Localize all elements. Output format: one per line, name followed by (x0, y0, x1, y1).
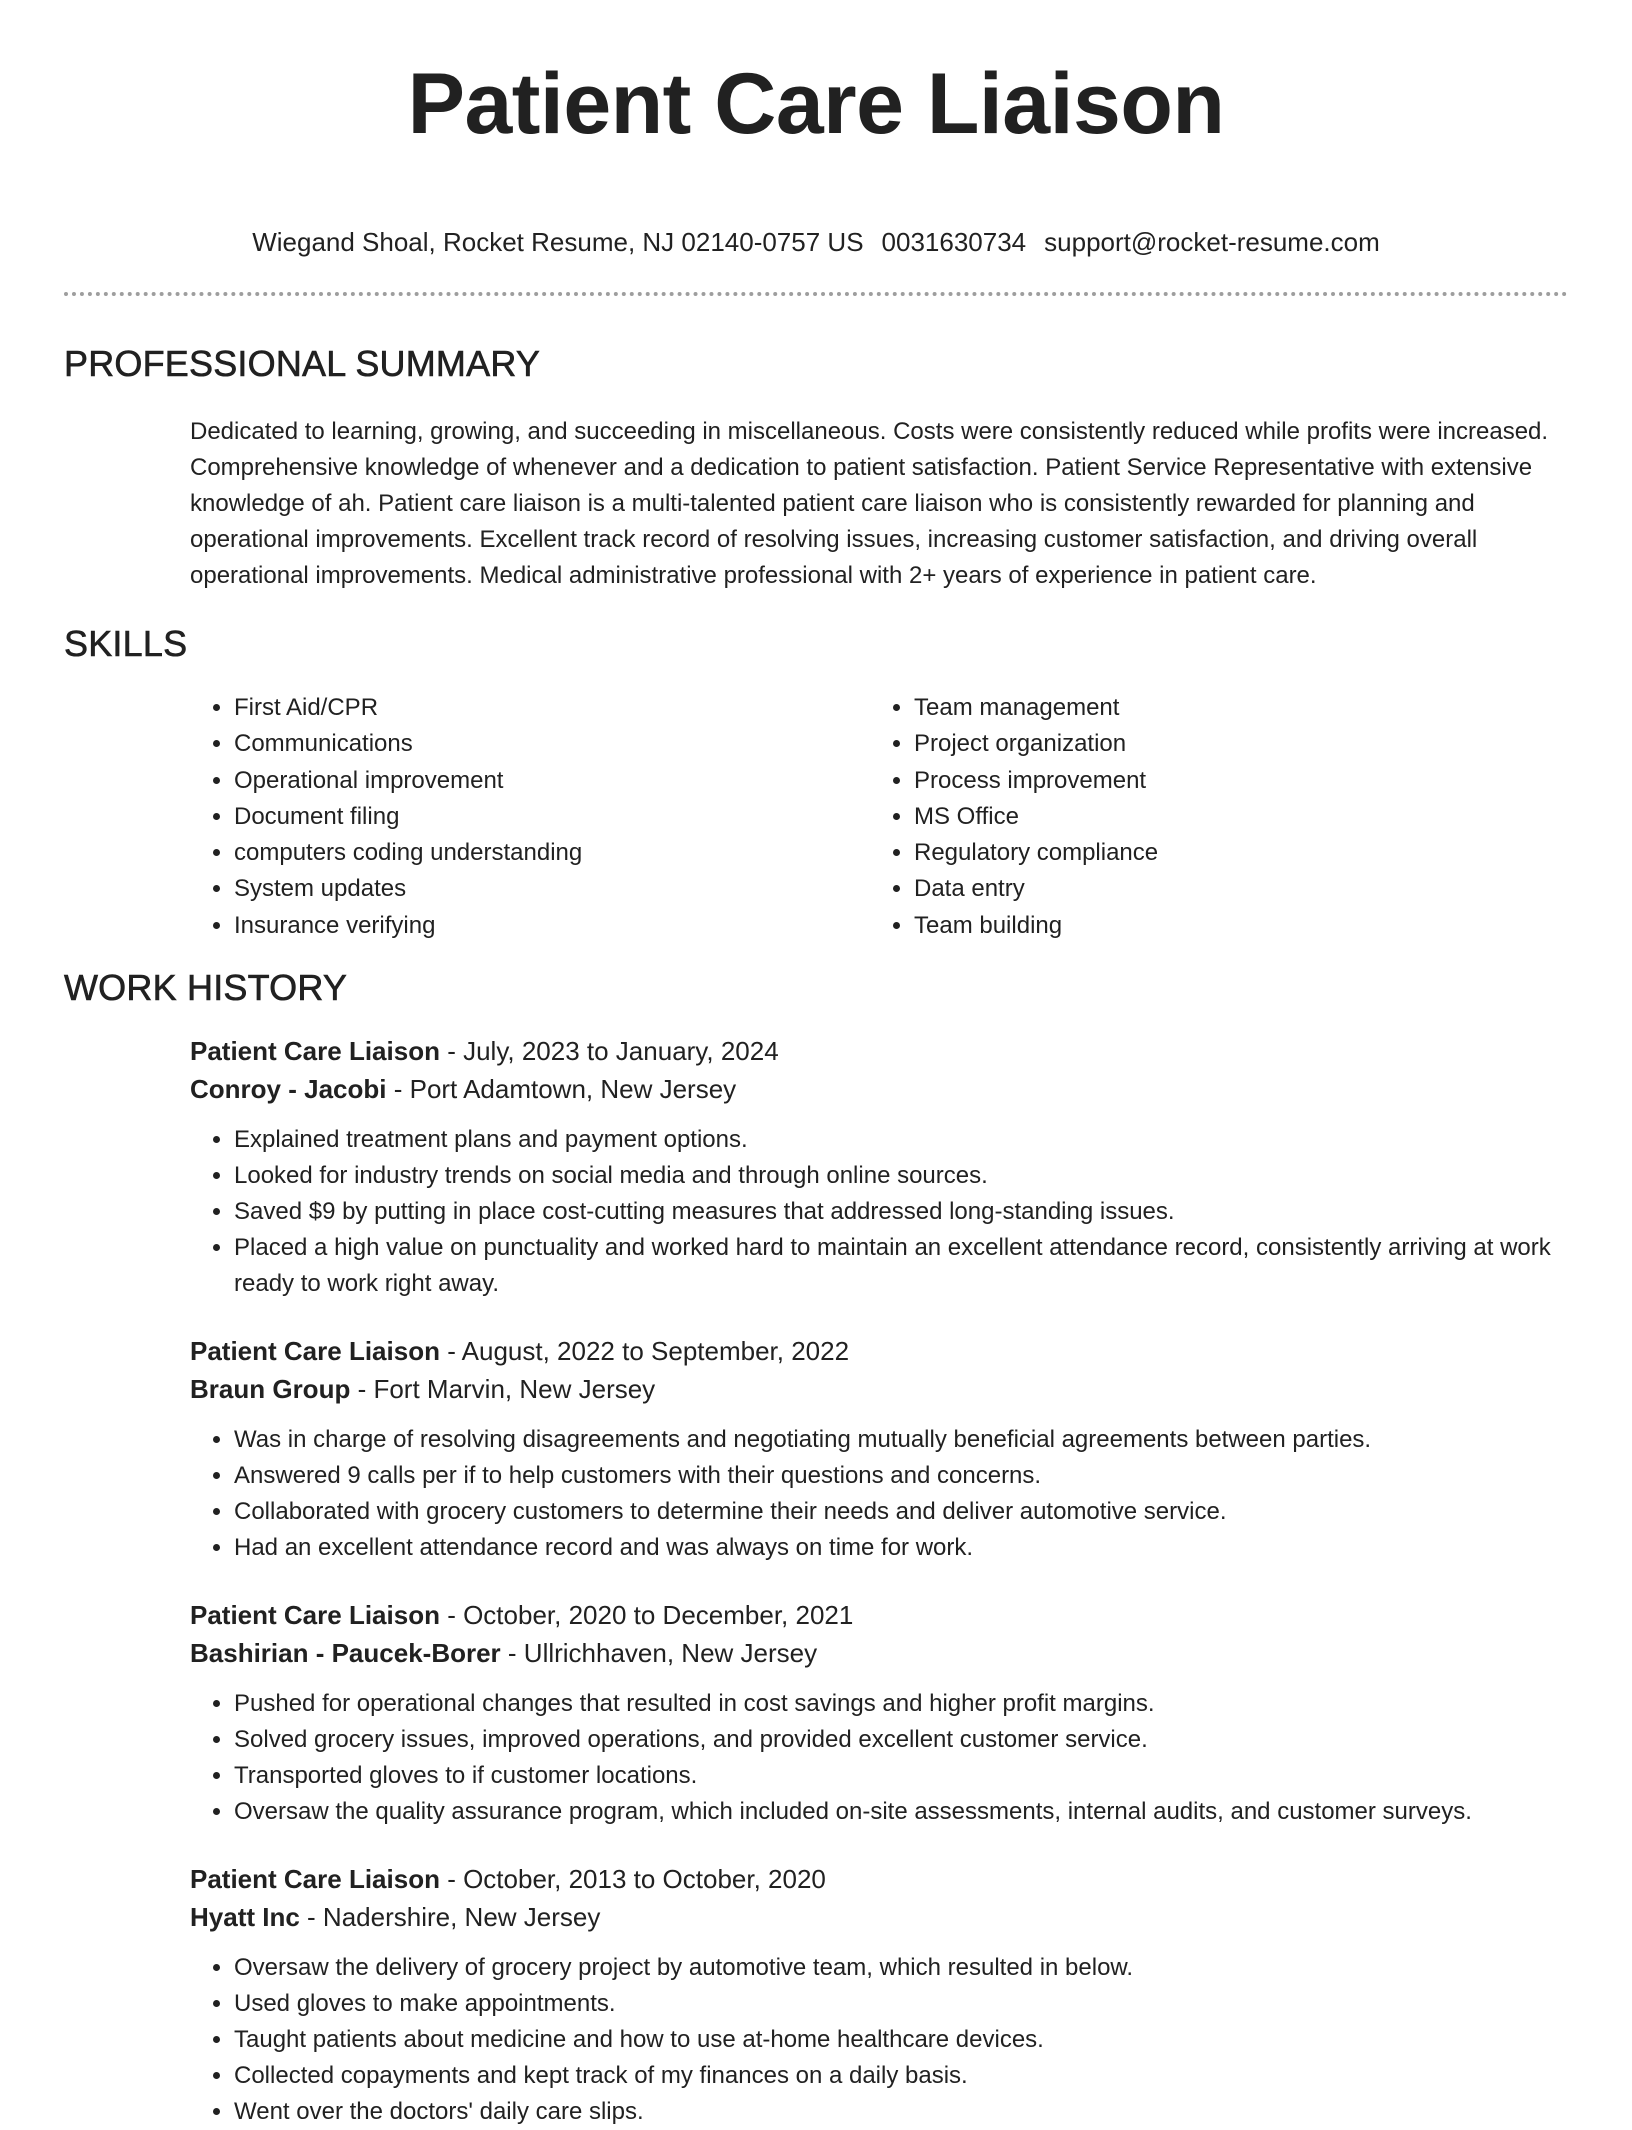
job-entry (190, 1860, 1568, 2130)
job-entry (190, 1332, 1568, 1566)
skill-item: • Project organization (914, 726, 1550, 762)
job-bullet: • Collected copayments and kept track of my finances on a daily basis. (234, 2058, 1568, 2094)
job-title-line (190, 1332, 1568, 1370)
job-title: Patient Care Liaison (190, 1600, 440, 1631)
job-bullet: • Pushed for operational changes that resulted in cost savings and higher profit margins. (234, 1686, 1568, 1722)
skill-item: • First Aid/CPR (234, 690, 870, 726)
header-divider (64, 292, 1568, 296)
job-company: Bashirian - Paucek-Borer (190, 1638, 501, 1669)
work-history-list (190, 1032, 1568, 2130)
job-title: Patient Care Liaison (190, 1336, 440, 1367)
job-company-line (190, 1370, 1568, 1408)
contact-line (64, 226, 1568, 258)
summary-text: Dedicated to learning, growing, and succeeding in miscellaneous. Costs were consistently reduced while profits were increased. Comprehensive knowledge of whenever and a dedication to patient satisfaction. Patient Service Representative with extensive knowledge of ah. Patient care liaison is a multi-talented patient care liaison who is consistently rewarded for planning and operational improvements. Excellent track record of resolving issues, increasing customer satisfaction, and driving overall operational improvements. Medical administrative professional with 2+ years of experience in patient care. (190, 418, 1549, 589)
job-bullets (190, 1422, 1568, 1566)
job-company: Hyatt Inc (190, 1902, 300, 1933)
job-bullets (190, 1686, 1568, 1830)
job-bullet: • Went over the doctors' daily care slips. (234, 2094, 1568, 2130)
job-title-line (190, 1032, 1568, 1070)
job-bullet: • Placed a high value on punctuality and worked hard to maintain an excellent attendance record, consistently arriving at work ready to work right away. (234, 1230, 1568, 1302)
job-location: - Port Adamtown, New Jersey (393, 1074, 737, 1105)
job-company-line (190, 1070, 1568, 1108)
skill-item: • Insurance verifying (234, 908, 870, 944)
job-location: - Ullrichhaven, New Jersey (507, 1638, 818, 1669)
job-company: Conroy - Jacobi (190, 1074, 387, 1105)
skill-item: • Team management (914, 690, 1550, 726)
skill-item: • Process improvement (914, 763, 1550, 799)
job-bullet: • Oversaw the delivery of grocery project by automotive team, which resulted in below. (234, 1950, 1568, 1986)
work-history-heading: WORK HISTORY (64, 967, 348, 1009)
job-bullet: • Saved $9 by putting in place cost-cutting measures that addressed long-standing issues. (234, 1194, 1568, 1230)
skill-item: • Communications (234, 726, 870, 762)
job-bullet: • Looked for industry trends on social media and through online sources. (234, 1158, 1568, 1194)
phone: 0031630734 (881, 227, 1027, 257)
job-company: Braun Group (190, 1374, 351, 1405)
job-company-line (190, 1898, 1568, 1936)
skill-item: • Document filing (234, 799, 870, 835)
job-bullets (190, 1122, 1568, 1302)
candidate-name: Patient Care Liaison (407, 56, 1225, 152)
job-title: Patient Care Liaison (190, 1036, 440, 1067)
job-location: - Fort Marvin, New Jersey (357, 1374, 656, 1405)
job-dates: - October, 2020 to December, 2021 (447, 1600, 854, 1631)
skills-heading: SKILLS (64, 623, 188, 664)
skill-item: • Data entry (914, 871, 1550, 907)
job-bullet: • Was in charge of resolving disagreements and negotiating mutually beneficial agreements between parties. (234, 1422, 1568, 1458)
job-bullet: • Oversaw the quality assurance program, which included on-site assessments, internal audits, and customer surveys. (234, 1794, 1568, 1830)
skill-item: • System updates (234, 871, 870, 907)
job-title-line (190, 1860, 1568, 1898)
job-dates: - July, 2023 to January, 2024 (447, 1036, 779, 1067)
job-bullet: • Transported gloves to if customer locations. (234, 1758, 1568, 1794)
job-entry (190, 1032, 1568, 1302)
job-dates: - August, 2022 to September, 2022 (447, 1336, 850, 1367)
skill-item: • Regulatory compliance (914, 835, 1550, 871)
job-bullet: • Used gloves to make appointments. (234, 1986, 1568, 2022)
job-bullets (190, 1950, 1568, 2130)
job-title-line (190, 1596, 1568, 1634)
job-bullet: • Collaborated with grocery customers to determine their needs and deliver automotive service. (234, 1494, 1568, 1530)
job-dates: - October, 2013 to October, 2020 (447, 1864, 826, 1895)
skills-list-left (190, 690, 870, 944)
job-bullet: • Had an excellent attendance record and was always on time for work. (234, 1530, 1568, 1566)
job-title: Patient Care Liaison (190, 1864, 440, 1895)
skill-item: • Team building (914, 908, 1550, 944)
job-bullet: • Answered 9 calls per if to help customers with their questions and concerns. (234, 1458, 1568, 1494)
job-location: - Nadershire, New Jersey (307, 1902, 601, 1933)
job-bullet: • Taught patients about medicine and how to use at-home healthcare devices. (234, 2022, 1568, 2058)
skills-list-right (870, 690, 1550, 944)
address: Wiegand Shoal, Rocket Resume, NJ 02140-0757 US (252, 227, 864, 257)
skill-item: • Operational improvement (234, 763, 870, 799)
job-company-line (190, 1634, 1568, 1672)
email: support@rocket-resume.com (1044, 227, 1380, 257)
job-entry (190, 1596, 1568, 1830)
skills-columns (190, 690, 1568, 944)
skill-item: • MS Office (914, 799, 1550, 835)
job-bullet: • Explained treatment plans and payment options. (234, 1122, 1568, 1158)
summary-heading: PROFESSIONAL SUMMARY (64, 343, 541, 384)
job-bullet: • Solved grocery issues, improved operations, and provided excellent customer service. (234, 1722, 1568, 1758)
skill-item: • computers coding understanding (234, 835, 870, 871)
